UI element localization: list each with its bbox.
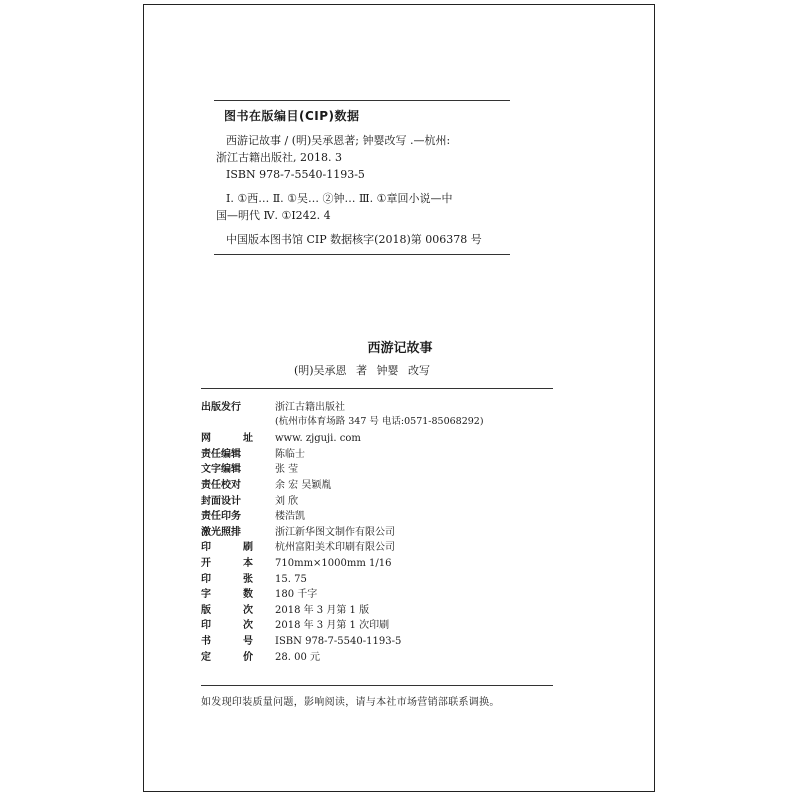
detail-row-cover bbox=[201, 492, 553, 508]
detail-row-impression bbox=[201, 616, 553, 632]
detail-row-proof bbox=[201, 476, 553, 492]
cip-bottom-rule bbox=[214, 254, 510, 255]
detail-label: 文字编辑 bbox=[201, 464, 241, 476]
detail-label: 书 号 bbox=[201, 635, 253, 647]
cip-line-3: ISBN 978-7-5540-1193-5 bbox=[226, 168, 365, 181]
detail-row-printing bbox=[201, 538, 553, 554]
quality-note: 如发现印装质量问题，影响阅读，请与本社市场营销部联系调换。 bbox=[201, 697, 500, 708]
detail-label: 定 价 bbox=[201, 651, 253, 663]
details-top-rule bbox=[201, 388, 553, 389]
detail-label: 印 次 bbox=[201, 620, 253, 632]
cip-line-1: 西游记故事 / (明)吴承恩著; 钟婴改写 .—杭州: bbox=[226, 134, 451, 147]
detail-label: 开 本 bbox=[201, 557, 253, 569]
detail-row-website bbox=[201, 429, 553, 445]
detail-value: 2018 年 3 月第 1 版 bbox=[275, 604, 370, 616]
detail-row-isbn bbox=[201, 632, 553, 648]
detail-row-text-editor bbox=[201, 460, 553, 476]
detail-row-print-manager bbox=[201, 507, 553, 523]
detail-value: 楼浩凯 bbox=[275, 511, 305, 523]
detail-row-sheets bbox=[201, 570, 553, 586]
cip-line-4: Ⅰ. ①西… Ⅱ. ①吴… ②钟… Ⅲ. ①章回小说—中 bbox=[226, 192, 453, 205]
detail-row-editor bbox=[201, 445, 553, 461]
detail-row-edition bbox=[201, 601, 553, 617]
detail-label: 版 次 bbox=[201, 604, 253, 616]
detail-value: 710mm×1000mm 1/16 bbox=[275, 557, 392, 569]
detail-label: 责任校对 bbox=[201, 479, 241, 491]
detail-value: 余 宏 吴颖胤 bbox=[275, 479, 332, 491]
detail-value: 180 千字 bbox=[275, 589, 318, 601]
cip-top-rule bbox=[214, 100, 510, 101]
details-bottom-rule bbox=[201, 685, 553, 686]
cip-line-5: 国—明代 Ⅳ. ①I242. 4 bbox=[216, 209, 331, 222]
detail-row-words bbox=[201, 585, 553, 601]
detail-value: 15. 75 bbox=[275, 573, 307, 585]
book-title: 西游记故事 bbox=[367, 341, 433, 356]
detail-label: 字 数 bbox=[201, 589, 253, 601]
cip-title: 图书在版编目(CIP)数据 bbox=[224, 109, 360, 123]
detail-value: 浙江新华图文制作有限公司 bbox=[275, 526, 395, 538]
detail-value: 张 莹 bbox=[275, 464, 299, 476]
detail-label: 激光照排 bbox=[201, 526, 241, 538]
detail-value: 陈临士 bbox=[275, 448, 305, 460]
detail-value: 28. 00 元 bbox=[275, 651, 320, 663]
detail-label: 责任编辑 bbox=[201, 448, 241, 460]
detail-value: ISBN 978-7-5540-1193-5 bbox=[275, 635, 402, 647]
detail-label: 出版发行 bbox=[201, 402, 241, 413]
detail-row-publisher bbox=[201, 398, 553, 414]
detail-label: 网 址 bbox=[201, 433, 253, 445]
detail-label: 印 张 bbox=[201, 573, 253, 585]
publication-details bbox=[201, 398, 553, 663]
detail-value: 2018 年 3 月第 1 次印刷 bbox=[275, 620, 390, 632]
detail-label: 责任印务 bbox=[201, 511, 241, 523]
cip-line-6: 中国版本图书馆 CIP 数据核字(2018)第 006378 号 bbox=[226, 233, 482, 246]
cip-block bbox=[214, 100, 510, 255]
detail-row-format bbox=[201, 554, 553, 570]
detail-value: 刘 欣 bbox=[275, 495, 299, 507]
detail-row-price bbox=[201, 648, 553, 664]
book-byline: (明)吴承恩 著 钟婴 改写 bbox=[293, 364, 431, 377]
detail-value: 杭州富阳美术印刷有限公司 bbox=[275, 542, 395, 554]
cip-line-2: 浙江古籍出版社, 2018. 3 bbox=[216, 151, 342, 164]
detail-row-typesetting bbox=[201, 523, 553, 539]
detail-label: 封面设计 bbox=[201, 495, 241, 507]
website-link: www. zjguji. com bbox=[275, 433, 361, 445]
publisher-address: (杭州市体育场路 347 号 电话:0571-85068292) bbox=[275, 415, 484, 427]
detail-value: 浙江古籍出版社 bbox=[275, 402, 345, 413]
detail-label: 印 刷 bbox=[201, 542, 253, 554]
